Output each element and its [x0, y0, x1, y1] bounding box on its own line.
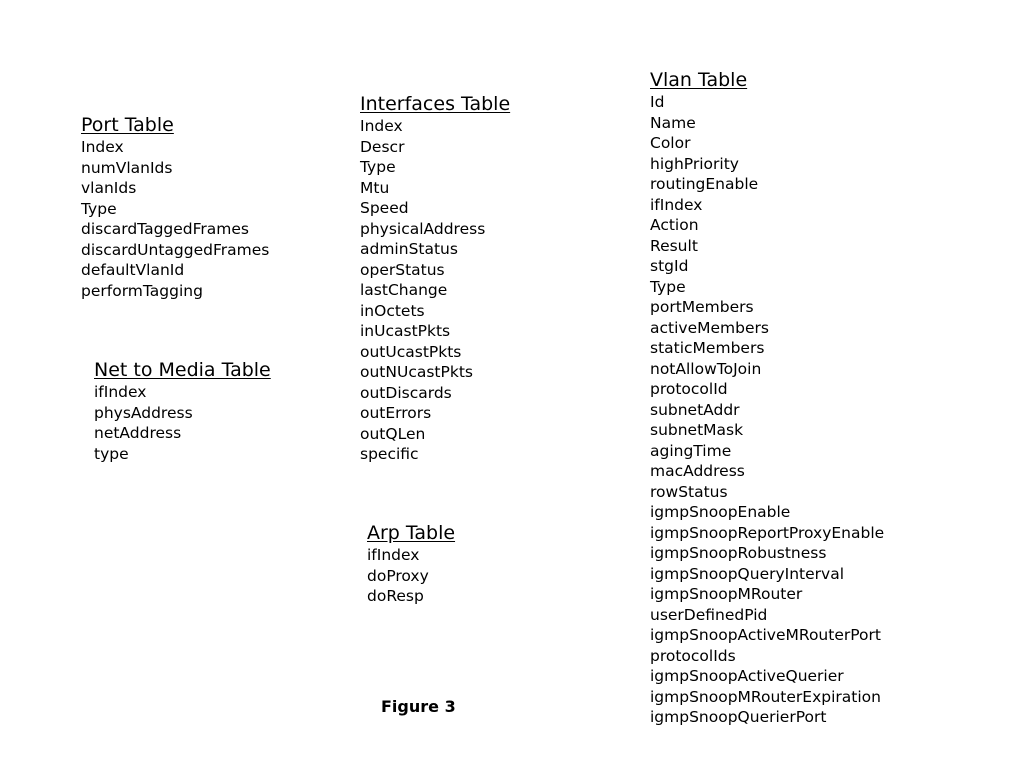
vlan-table-fields — [650, 92, 884, 728]
vlan-table-field: protocolIds — [650, 646, 736, 665]
interfaces-table-field: adminStatus — [360, 240, 458, 258]
interfaces-table-field: outQLen — [360, 424, 426, 443]
interfaces-table-field: outNUcastPkts — [360, 363, 473, 381]
interfaces-table-field: outUcastPkts — [360, 342, 462, 361]
vlan-table-field: protocolId — [650, 380, 728, 398]
port-table-field: Index — [81, 138, 124, 156]
arp-table-field: doResp — [367, 587, 424, 605]
vlan-table-field: macAddress — [650, 462, 745, 480]
net-to-media-table-field: ifIndex — [94, 383, 147, 401]
vlan-table-field: igmpSnoopActiveMRouterPort — [650, 626, 881, 644]
vlan-table-field: Name — [650, 113, 696, 132]
vlan-table-field: Type — [650, 277, 686, 296]
vlan-table-field: notAllowToJoin — [650, 359, 762, 378]
arp-table-title: Arp Table — [367, 522, 456, 544]
vlan-table-field: igmpSnoopMRouterExpiration — [650, 687, 881, 706]
interfaces-table-field: inOctets — [360, 301, 425, 320]
net-to-media-table — [94, 358, 271, 464]
port-table-field: defaultVlanId — [81, 261, 185, 279]
net-to-media-table-fields — [94, 382, 271, 464]
vlan-table-field: activeMembers — [650, 318, 769, 337]
vlan-table-field: agingTime — [650, 441, 732, 460]
vlan-table-field: userDefinedPid — [650, 605, 768, 624]
vlan-table-field: routingEnable — [650, 175, 759, 193]
port-table-field: discardTaggedFrames — [81, 220, 250, 238]
vlan-table-field: igmpSnoopMRouter — [650, 585, 803, 603]
net-to-media-table-field: type — [94, 444, 129, 463]
vlan-table-field: subnetMask — [650, 421, 744, 439]
arp-table-field: doProxy — [367, 566, 429, 585]
interfaces-table-field: inUcastPkts — [360, 322, 451, 340]
port-table-field: performTagging — [81, 281, 203, 300]
port-table-title: Port Table — [81, 114, 174, 136]
arp-table-field: ifIndex — [367, 546, 420, 564]
arp-table-fields — [367, 545, 455, 607]
vlan-table-field: ifIndex — [650, 195, 703, 214]
net-to-media-table-field: netAddress — [94, 424, 182, 442]
interfaces-table — [360, 92, 510, 465]
vlan-table-field: igmpSnoopQuerierPort — [650, 708, 827, 726]
net-to-media-table-field: physAddress — [94, 403, 193, 422]
vlan-table-field: stgId — [650, 257, 689, 275]
vlan-table-field: Action — [650, 216, 699, 234]
vlan-table-field: igmpSnoopReportProxyEnable — [650, 523, 885, 542]
vlan-table-field: highPriority — [650, 154, 739, 173]
interfaces-table-field: Mtu — [360, 178, 390, 197]
interfaces-table-field: Index — [360, 117, 403, 135]
port-table-field: vlanIds — [81, 179, 137, 197]
interfaces-table-field: outErrors — [360, 404, 432, 422]
arp-table — [367, 521, 455, 607]
interfaces-table-field: specific — [360, 445, 419, 463]
vlan-table-field: staticMembers — [650, 339, 765, 357]
interfaces-table-field: outDiscards — [360, 383, 452, 402]
interfaces-table-field: Speed — [360, 199, 409, 217]
interfaces-table-field: operStatus — [360, 260, 445, 279]
figure-caption: Figure 3 — [381, 697, 456, 716]
interfaces-table-title: Interfaces Table — [360, 93, 511, 115]
vlan-table-field: igmpSnoopRobustness — [650, 544, 827, 562]
interfaces-table-field: Type — [360, 158, 396, 176]
vlan-table — [650, 68, 884, 728]
vlan-table-field: portMembers — [650, 298, 754, 316]
vlan-table-field: Id — [650, 93, 665, 111]
port-table — [81, 113, 269, 301]
port-table-fields — [81, 137, 269, 301]
port-table-field: Type — [81, 199, 117, 218]
interfaces-table-field: Descr — [360, 137, 405, 156]
vlan-table-field: igmpSnoopQueryInterval — [650, 564, 845, 583]
vlan-table-field: Color — [650, 134, 691, 152]
vlan-table-field: igmpSnoopEnable — [650, 503, 791, 521]
port-table-field: numVlanIds — [81, 158, 173, 177]
net-to-media-table-title: Net to Media Table — [94, 359, 271, 381]
vlan-table-field: rowStatus — [650, 482, 728, 501]
vlan-table-title: Vlan Table — [650, 69, 748, 91]
interfaces-table-field: lastChange — [360, 281, 448, 299]
vlan-table-field: igmpSnoopActiveQuerier — [650, 667, 844, 685]
vlan-table-field: subnetAddr — [650, 400, 740, 419]
port-table-field: discardUntaggedFrames — [81, 240, 270, 259]
vlan-table-field: Result — [650, 236, 698, 255]
interfaces-table-fields — [360, 116, 510, 465]
interfaces-table-field: physicalAddress — [360, 219, 486, 238]
